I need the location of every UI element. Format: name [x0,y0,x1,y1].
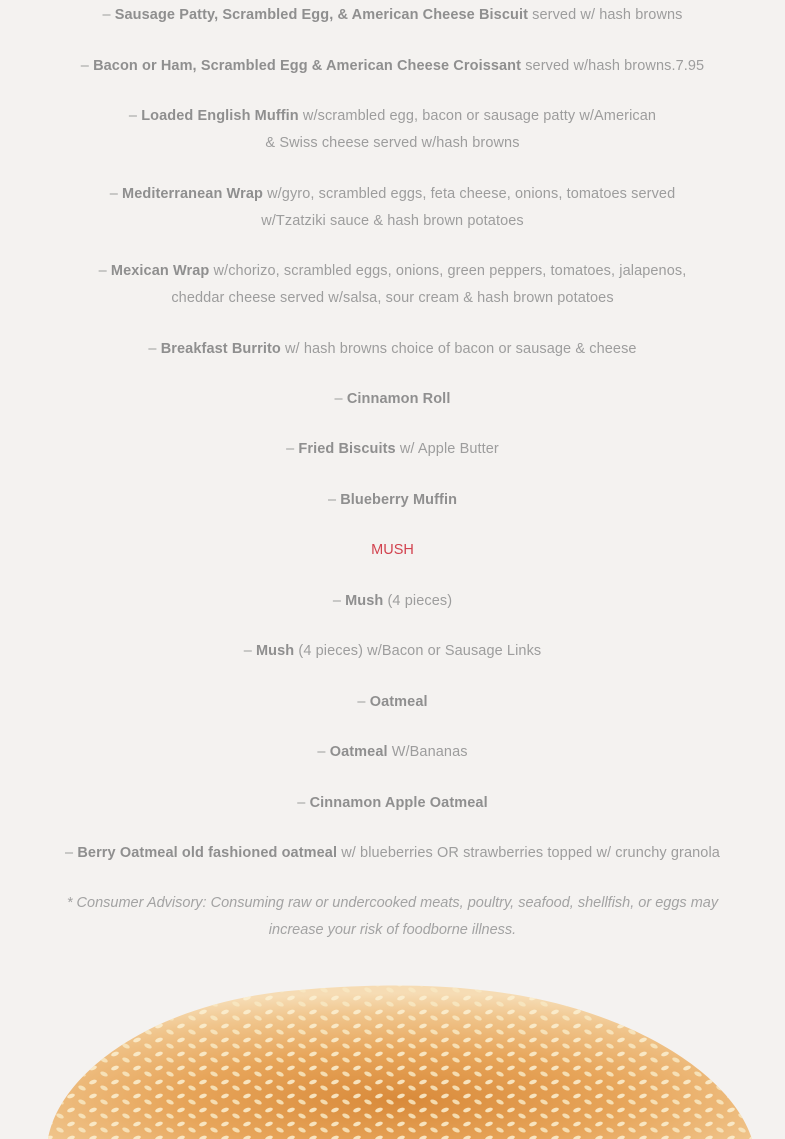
menu-item [0,436,785,463]
menu-item [0,53,785,80]
item-description: served w/hash browns.7.95 [521,58,705,74]
item-name: Oatmeal [369,694,428,710]
item-dash: – [297,795,310,811]
menu-item [0,487,785,514]
menu-item [0,336,785,363]
item-dash: – [243,643,256,659]
item-dash: – [98,263,111,279]
menu-item [0,588,785,615]
item-name: Fried Biscuits [298,441,396,457]
item-name: Berry Oatmeal old fashioned oatmeal [77,845,338,861]
section-heading-mush: MUSH [371,542,414,558]
item-name: Mediterranean Wrap [122,186,263,202]
item-description: (4 pieces) w/Bacon or Sausage Links [294,643,542,659]
item-name: Mush [345,593,384,609]
item-dash: – [148,341,161,357]
item-name: Mush [256,643,295,659]
item-description: w/scrambled egg, bacon or sausage patty w/American [298,108,657,124]
menu-item [0,638,785,665]
item-dash: – [128,108,142,124]
menu-item [0,386,785,413]
item-description: w/ Apple Butter [395,441,499,457]
item-description: w/gyro, scrambled eggs, feta cheese, onions, tomatoes served [262,186,676,202]
item-name: Loaded English Muffin [141,108,299,124]
menu-item [0,103,785,157]
menu-item [0,840,785,867]
item-name: Breakfast Burrito [160,341,281,357]
item-dash: – [357,694,370,710]
item-dash: – [109,186,123,202]
item-dash: – [102,7,115,23]
item-name: Sausage Patty, Scrambled Egg, & American Cheese Biscuit [114,7,529,23]
item-name: Bacon or Ham, Scrambled Egg & American Cheese Croissant [93,58,522,74]
item-name: Cinnamon Apple Oatmeal [309,795,488,811]
item-description: (4 pieces) [383,593,453,609]
advisory-line-2: increase your risk of foodborne illness. [268,922,517,938]
item-dash: – [327,492,341,508]
menu-item [0,258,785,312]
item-description: w/chorizo, scrambled eggs, onions, green peppers, tomatoes, jalapenos, [209,263,687,279]
item-description: w/ hash browns choice of bacon or sausage & cheese [280,341,637,357]
menu-item [0,181,785,235]
item-name: Oatmeal [329,744,388,760]
item-dash: – [332,593,346,609]
sesame-bun-image [0,980,785,1139]
item-name: Mexican Wrap [110,263,210,279]
item-description-line2: & Swiss cheese served w/hash browns [265,135,520,151]
item-dash: – [317,744,330,760]
advisory-line-1: * Consumer Advisory: Consuming raw or undercooked meats, poultry, seafood, shellfish, or eggs may [66,895,719,911]
item-description: w/ blueberries OR strawberries topped w/ crunchy granola [337,845,720,861]
menu-item [0,739,785,766]
item-name: Cinnamon Roll [346,391,451,407]
item-description: served w/ hash browns [528,7,683,23]
item-dash: – [334,391,347,407]
item-name: Blueberry Muffin [340,492,458,508]
item-description: W/Bananas [387,744,468,760]
item-description-line2: cheddar cheese served w/salsa, sour cream & hash brown potatoes [171,290,614,306]
item-dash: – [80,58,94,74]
item-dash: – [286,441,299,457]
menu-item [0,2,785,29]
menu-item [0,689,785,716]
item-dash: – [65,845,78,861]
consumer-advisory [20,890,765,944]
menu-item [0,790,785,817]
item-description-line2: w/Tzatziki sauce & hash brown potatoes [261,213,524,229]
bun-illustration [0,980,785,1139]
